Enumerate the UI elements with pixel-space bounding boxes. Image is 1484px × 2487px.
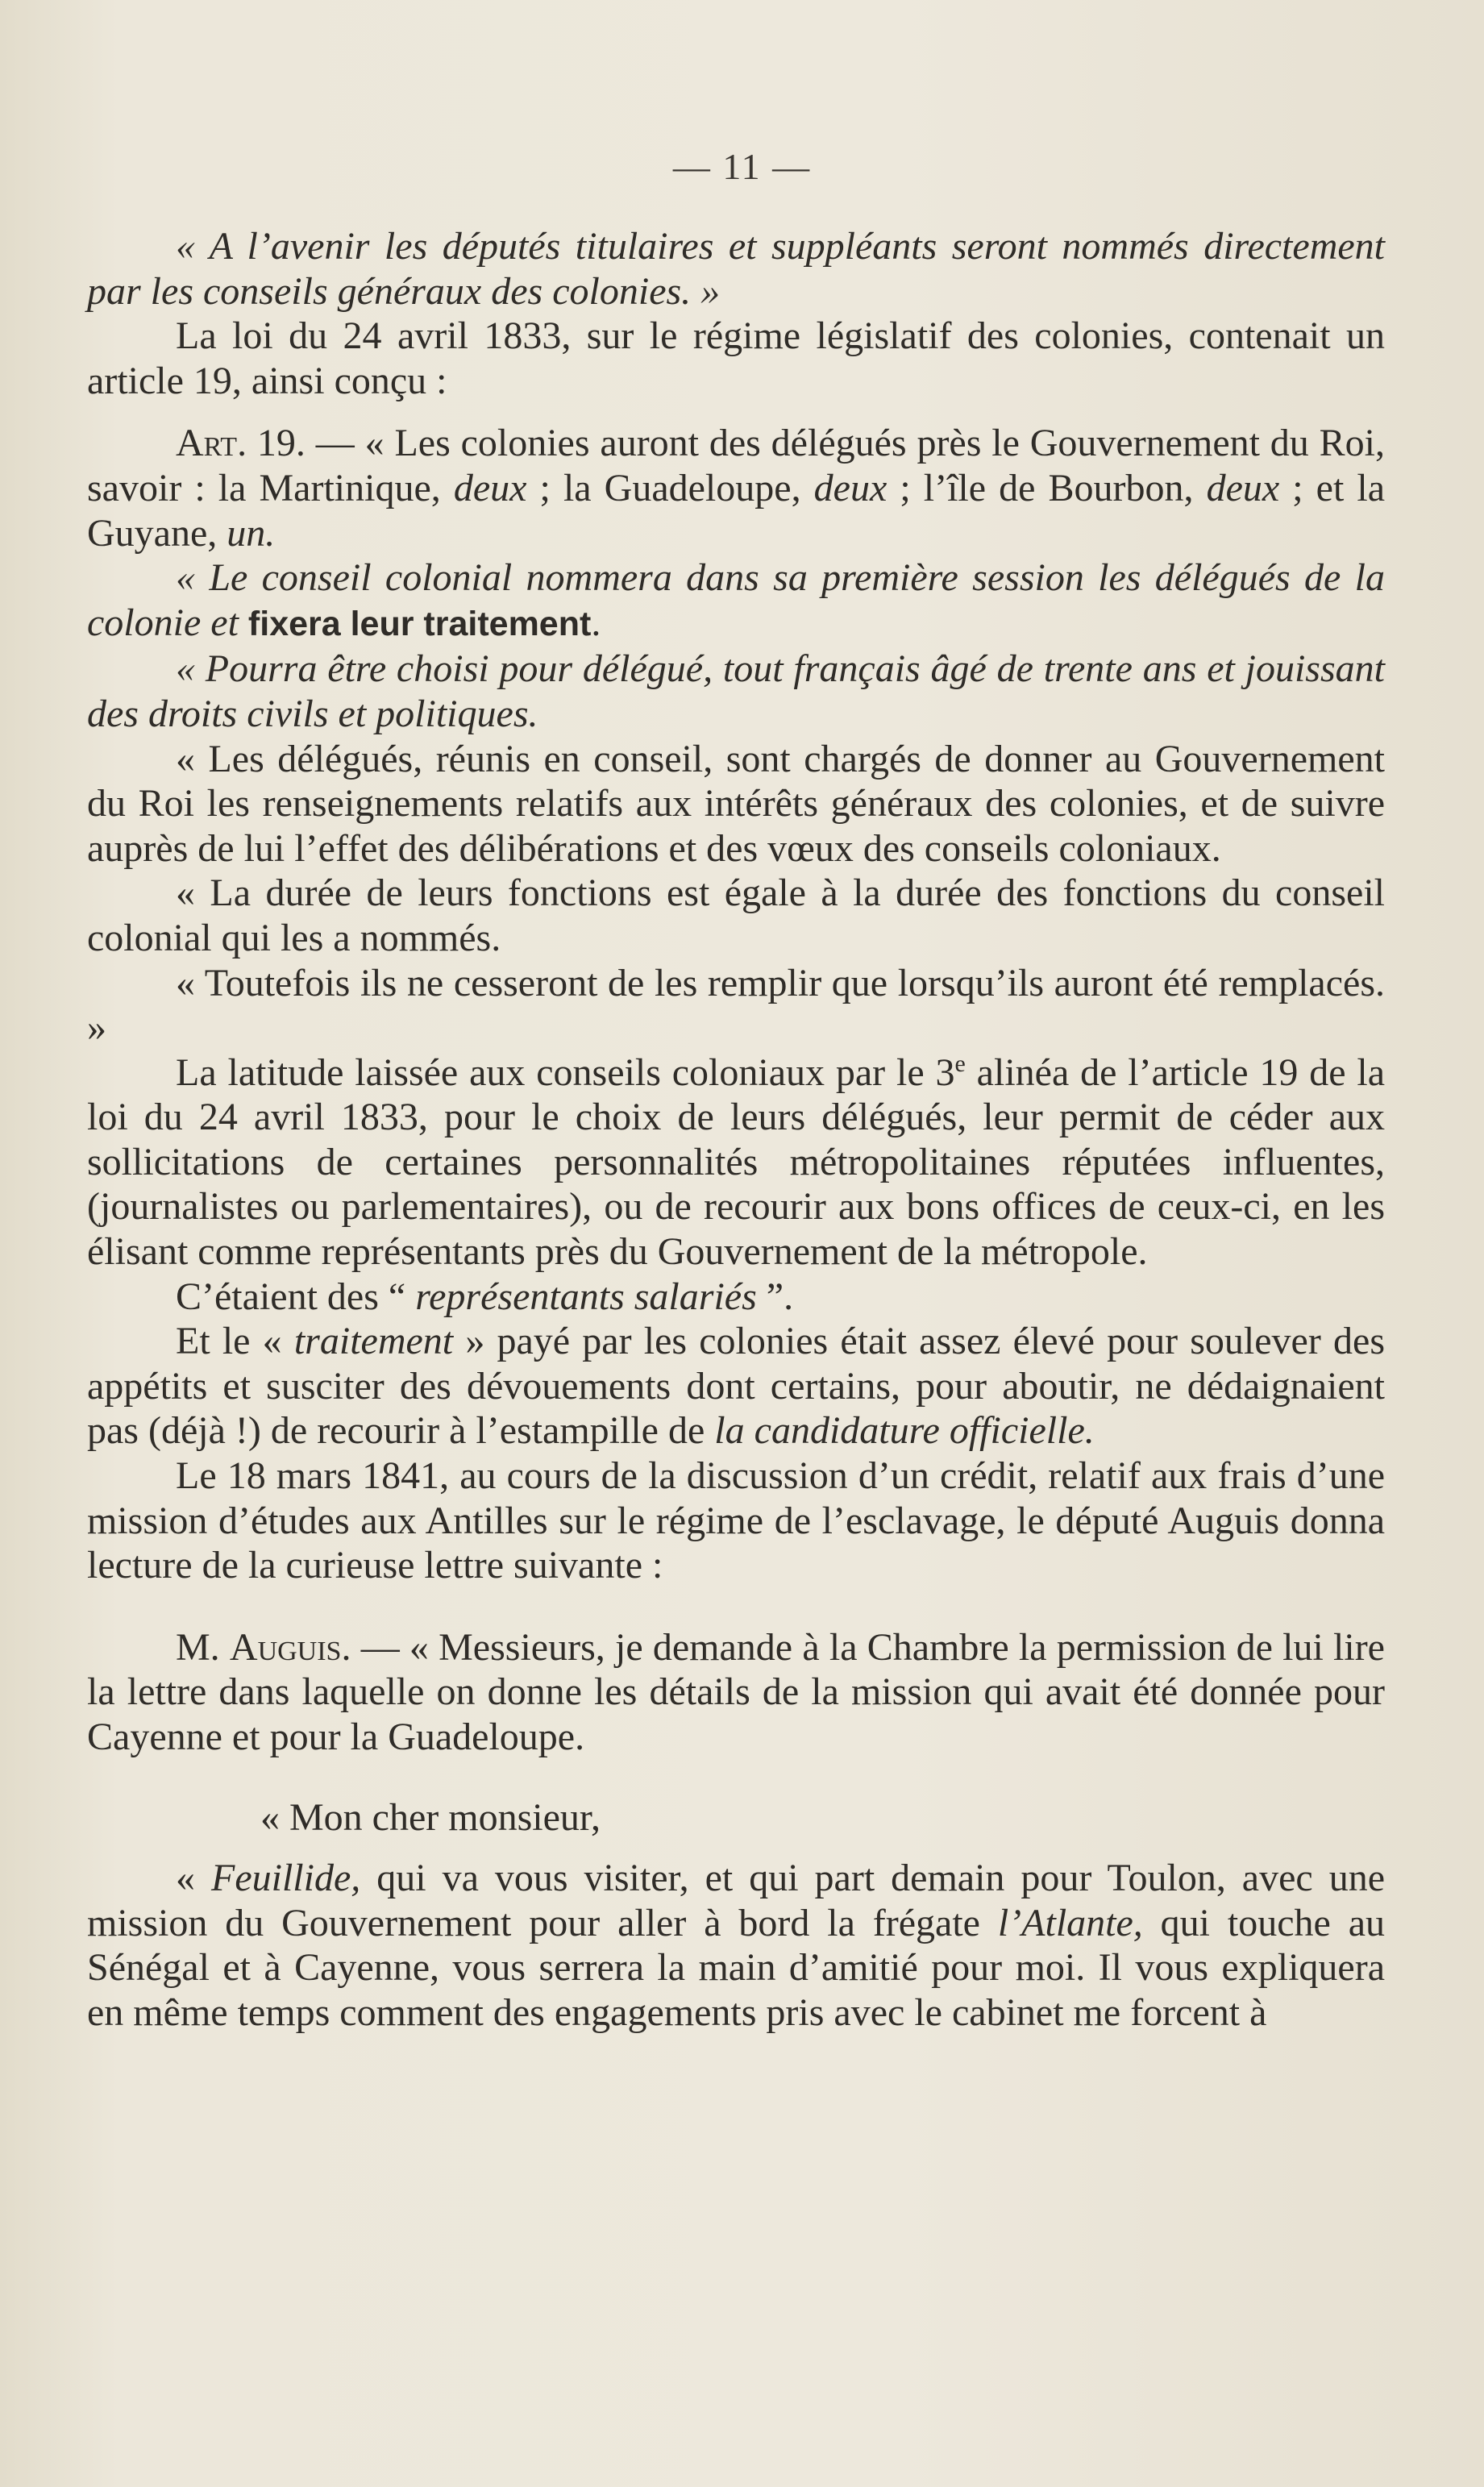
paragraph: « Pourra être choisi pour délégué, tout français âgé de trente ans et jouissant des droits civils et politiques. [87,647,1385,735]
body-text [87,224,1385,2036]
paragraph: « A l’avenir les députés titulaires et suppléants seront nommés directement par les conseils généraux des colonies. » [87,225,1385,313]
paragraph-article-19: Art. 19. — « Les colonies auront des délégués près le Gouvernement du Roi, savoir : la Martinique, deux ; la Guadeloupe, deux ; l’île de Bourbon, deux ; et la Guyane, un. [87,422,1386,555]
paragraph: « Les délégués, réunis en conseil, sont chargés de donner au Gouvernement du Roi les renseignements relatifs aux intérêts généraux des colonies, et de suivre auprès de lui l’effet des délibérations et des vœux des conseils coloniaux. [87,737,1385,870]
paragraph: La loi du 24 avril 1833, sur le régime législatif des colonies, contenait un article 19, ainsi conçu : [87,314,1385,402]
speaker-name: Auguis [229,1625,342,1669]
paragraph: « Toutefois ils ne cesseront de les remplir que lorsqu’ils auront été remplacés. » [87,961,1385,1050]
paragraph: La latitude laissée aux conseils coloniaux par le 3e alinéa de l’article 19 de la loi du 24 avril 1833, pour le choix de leurs délégués, leur permit de céder aux sollicitations de certaines personnalités métropolitaines réputées influentes, (journalistes ou parlementaires), ou de recourir aux bons offices de ceux-ci, en les élisant comme représentants près du Gouvernement de la métropole. [87,1050,1385,1274]
article-abbrev: Art [176,422,238,465]
paragraph: « Feuillide, qui va vous visiter, et qui part demain pour Toulon, avec une mission du Gouvernement pour aller à bord la frégate l’Atlante, qui touche au Sénégal et à Cayenne, vous serrera la main d’amitié pour moi. Il vous expliquera en même temps comment des engagements pris avec le cabinet me forcent à [87,1857,1386,2034]
bold-phrase: fixera leur traitement [247,604,592,643]
letter-salutation: « Mon cher monsieur, [260,1795,601,1839]
paragraph: M. Auguis. — « Messieurs, je demande à la Chambre la permission de lui lire la lettre dans laquelle on donne les détails de la mission qui avait été donnée pour Cayenne et pour la Guadeloupe. [87,1625,1385,1758]
paragraph: C’étaient des “ représentants salariés ”. [176,1275,794,1318]
page-number: — 11 — [672,146,812,187]
paragraph: « La durée de leurs fonctions est égale à la durée des fonctions du conseil colonial qui les a nommés. [87,871,1385,959]
paragraph: Le 18 mars 1841, au cours de la discussion d’un crédit, relatif aux frais d’une mission d’études aux Antilles sur le régime de l’esclavage, le député Auguis donna lecture de la curieuse lettre suivante : [87,1454,1385,1587]
paragraph: Et le « traitement » payé par les colonies était assez élevé pour soulever des appétits et susciter des dévouements dont certains, pour aboutir, ne dédaignaient pas (déjà !) de recourir à l’estampille de la candidature officielle. [87,1320,1386,1453]
paragraph: « Le conseil colonial nommera dans sa première session les délégués de la colonie et fixera leur traitement. [87,556,1385,644]
